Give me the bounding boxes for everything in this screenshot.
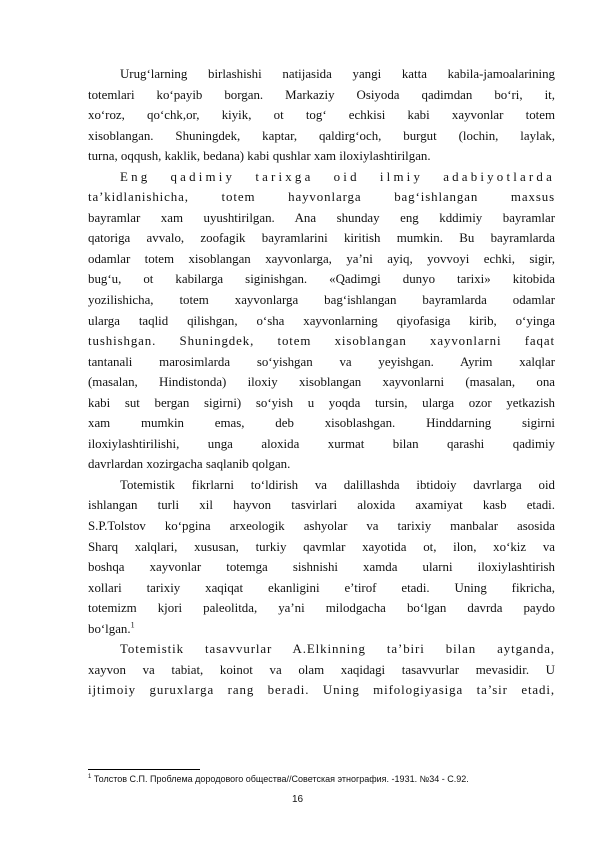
- text-line: kabi sut bergan sigirni) so‘yish u yoqda tursin, ularga ozor yetkazish: [88, 395, 555, 410]
- text-line: totemizm kjori paleolitda, ya’ni milodgacha bo‘lgan davrda paydo: [88, 601, 555, 616]
- text-line: yozilishicha, totem xayvonlarga bag‘ishlangan bayramlarda odamlar: [88, 293, 555, 308]
- text-line: xollari tarixiy xaqiqat ekanligini e’tirof etadi. Uning fikricha,: [88, 580, 555, 595]
- text-line: Sharq xalqlari, xususan, turkiy qavmlar xayotida ot, ilon, xo‘kiz va: [88, 539, 555, 554]
- text-line: ularga taqlid qilishgan, o‘sha xayvonlarning qiyofasiga kirib, o‘yinga: [88, 313, 555, 328]
- text-line: (masalan, Hindistonda) iloxiy xisoblangan xayvonlarni (masalan, ona: [88, 375, 555, 390]
- footnote-divider: [88, 769, 200, 770]
- text-line: bug‘u, ot kabilarga siginishgan. «Qadimgi dunyo tarixi» kitobida: [88, 272, 555, 287]
- text-line: xo‘roz, qo‘chk,or, kiyik, ot tog‘ echkisi kabi xayvonlar totem: [88, 108, 555, 123]
- text-line: S.P.Tolstov ko‘pgina arxeologik ashyolar va tarixiy manbalar asosida: [88, 519, 555, 534]
- text-line: xayvon va tabiat, koinot va olam xaqidagi tasavvurlar mevasidir. U: [88, 662, 555, 677]
- text-line: totemlari ko‘payib borgan. Markaziy Osiyoda qadimdan bo‘ri, it,: [88, 87, 555, 102]
- text-line: xam mumkin emas, deb xisoblashgan. Hinddarning sigirni: [88, 416, 555, 431]
- text-line: bayramlar xam uyushtirilgan. Ana shunday eng kddimiy bayramlar: [88, 210, 555, 225]
- footnote-text: Толстов С.П. Проблема дородового общества//Советская этнография. -1931. №34 - С.92.: [91, 774, 469, 784]
- text-line: odamlar totem xisoblangan xayvonlarga, ya’ni ayiq, yovvoyi echki, sigir,: [88, 251, 555, 266]
- footnote-mark: 1: [88, 774, 92, 780]
- text-line: bo‘lgan.: [88, 621, 131, 636]
- text-line: Eng qadimiy tarixga oid ilmiy adabiyotlarda: [120, 169, 555, 184]
- text-line: xisoblangan. Shuningdek, kaptar, qaldirg‘och, burgut (lochin, laylak,: [88, 128, 555, 143]
- text-line-with-footnote-ref: [88, 619, 555, 640]
- text-line: tantanali marosimlarda so‘yishgan va yeyishgan. Ayrim xalqlar: [88, 354, 555, 369]
- text-line: qatoriga avvalo, zoofagik bayramlarini kiritish mumkin. Bu bayramlarda: [88, 231, 555, 246]
- text-line: tushishgan. Shuningdek, totem xisoblangan xayvonlarni faqat: [88, 334, 555, 349]
- text-line: Urug‘larning birlashishi natijasida yangi katta kabila-jamoalarining: [120, 67, 555, 81]
- text-line: ishlangan turli xil hayvon tasvirlari aloxida axamiyat kasb etadi.: [88, 498, 555, 513]
- text-line: davrlardan xozirgacha saqlanib qolgan.: [88, 457, 291, 472]
- page-number: 16: [291, 794, 304, 805]
- document-body: [88, 64, 555, 701]
- text-line: iloxiylashtirilishi, unga aloxida xurmat bilan qarashi qadimiy: [88, 436, 555, 451]
- text-line: ta’kidlanishicha, totem hayvonlarga bag‘ishlangan maxsus: [88, 190, 555, 205]
- text-line: Totemistik fikrlarni to‘ldirish va dalillashda ibtidoiy davrlarga oid: [120, 477, 555, 492]
- text-line: boshqa xayvonlar totemga sishnishi xamda ularni iloxiylashtirish: [88, 560, 555, 575]
- text-line: ijtimoiy guruxlarga rang beradi. Uning mifologiyasiga ta’sir etadi,: [88, 683, 555, 698]
- footnote-reference[interactable]: 1: [130, 620, 135, 630]
- footnote: [88, 773, 555, 785]
- text-line: turna, oqqush, kaklik, bedana) kabi qushlar xam iloxiylashtirilgan.: [88, 149, 431, 164]
- text-line: Totemistik tasavvurlar A.Elkinning ta’biri bilan aytganda,: [120, 642, 555, 657]
